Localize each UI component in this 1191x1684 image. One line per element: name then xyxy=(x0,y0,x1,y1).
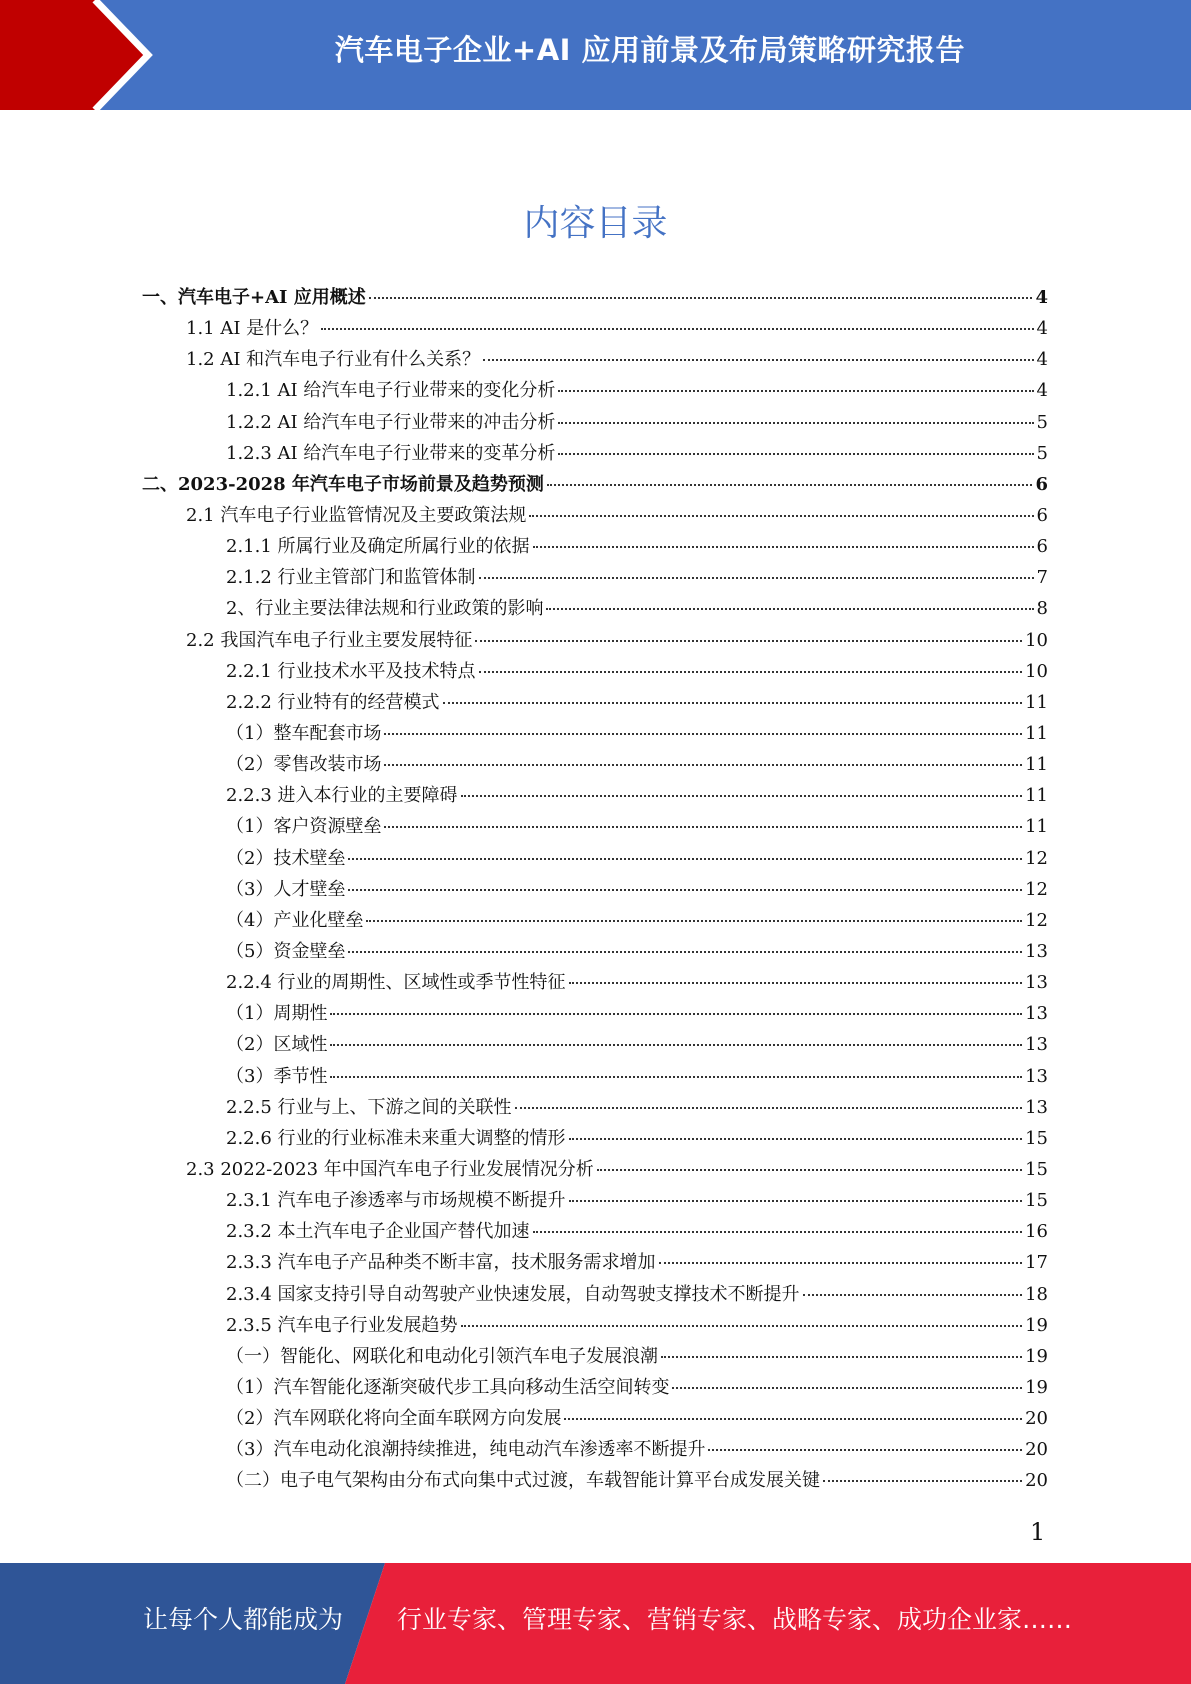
toc-entry-page: 4 xyxy=(1036,380,1048,402)
toc-entry-title: 2.3.2 本土汽车电子企业国产替代加速 xyxy=(226,1221,530,1243)
toc-entry-page: 5 xyxy=(1036,411,1048,433)
toc-entry[interactable] xyxy=(142,1093,1048,1124)
toc-entry-title: （一）智能化、网联化和电动化引领汽车电子发展浪潮 xyxy=(226,1345,658,1367)
toc-entry-page: 13 xyxy=(1025,1003,1048,1025)
toc-entry-title: 二、2023-2028 年汽车电子市场前景及趋势预测 xyxy=(142,473,544,495)
toc-dot-leader xyxy=(330,1044,1022,1046)
toc-entry[interactable] xyxy=(142,1155,1048,1186)
toc-dot-leader xyxy=(569,1138,1023,1140)
toc-dot-leader xyxy=(475,640,1022,642)
toc-entry-title: 1.2 AI 和汽车电子行业有什么关系？ xyxy=(186,349,481,371)
toc-entry-page: 13 xyxy=(1025,1065,1048,1087)
toc-entry-title: 一、汽车电子+AI 应用概述 xyxy=(142,287,366,308)
toc-entry[interactable] xyxy=(142,626,1048,657)
toc-entry[interactable] xyxy=(142,1404,1048,1435)
toc-dot-leader xyxy=(330,1076,1022,1078)
toc-entry-page: 19 xyxy=(1025,1314,1048,1336)
toc-entry[interactable] xyxy=(142,968,1048,999)
toc-entry-page: 6 xyxy=(1035,473,1048,495)
toc-dot-leader xyxy=(823,1480,1022,1482)
toc-entry[interactable] xyxy=(142,937,1048,968)
toc-entry-page: 18 xyxy=(1025,1283,1048,1305)
table-of-contents xyxy=(142,283,1048,1497)
toc-entry-page: 15 xyxy=(1025,1190,1048,1212)
toc-entry[interactable] xyxy=(142,532,1048,563)
toc-entry-title: 2.2.4 行业的周期性、区域性或季节性特征 xyxy=(226,972,566,994)
toc-entry-page: 13 xyxy=(1025,1096,1048,1118)
toc-dot-leader xyxy=(443,702,1023,704)
toc-dot-leader xyxy=(558,422,1033,424)
toc-entry[interactable] xyxy=(142,875,1048,906)
toc-entry-title: 2.3.1 汽车电子渗透率与市场规模不断提升 xyxy=(226,1190,566,1212)
toc-dot-leader xyxy=(558,453,1033,455)
toc-entry-page: 17 xyxy=(1025,1252,1048,1274)
report-footer-band xyxy=(0,1563,1191,1684)
toc-entry-title: 2.2.3 进入本行业的主要障碍 xyxy=(226,785,458,807)
toc-entry-title: （3）汽车电动化浪潮持续推进，纯电动汽车渗透率不断提升 xyxy=(226,1439,706,1461)
toc-entry-title: 2.2.5 行业与上、下游之间的关联性 xyxy=(226,1096,512,1118)
toc-entry-title: （2）技术壁垒 xyxy=(226,847,346,869)
toc-entry[interactable] xyxy=(142,1062,1048,1093)
toc-entry-title: 1.2.1 AI 给汽车电子行业带来的变化分析 xyxy=(226,380,556,402)
toc-dot-leader xyxy=(533,1231,1023,1233)
page-number: 1 xyxy=(1030,1518,1046,1546)
toc-dot-leader xyxy=(564,1418,1022,1420)
toc-entry-page: 13 xyxy=(1025,940,1048,962)
toc-entry[interactable] xyxy=(142,657,1048,688)
toc-dot-leader xyxy=(803,1294,1023,1296)
toc-entry-title: （2）零售改装市场 xyxy=(226,754,382,776)
toc-entry-page: 12 xyxy=(1025,847,1048,869)
toc-entry-page: 20 xyxy=(1025,1439,1048,1461)
toc-dot-leader xyxy=(515,1107,1023,1109)
toc-entry-title: （1）周期性 xyxy=(226,1003,328,1025)
toc-entry[interactable] xyxy=(142,1186,1048,1217)
toc-entry[interactable] xyxy=(142,781,1048,812)
toc-entry-page: 11 xyxy=(1025,754,1048,776)
toc-entry-page: 11 xyxy=(1025,785,1048,807)
toc-entry-title: 2.2.1 行业技术水平及技术特点 xyxy=(226,660,476,682)
toc-entry[interactable] xyxy=(142,1342,1048,1373)
toc-dot-leader xyxy=(461,795,1023,797)
toc-entry[interactable] xyxy=(142,1311,1048,1342)
toc-entry-title: 2.2.2 行业特有的经营模式 xyxy=(226,691,440,713)
toc-entry-page: 19 xyxy=(1025,1376,1048,1398)
toc-dot-leader xyxy=(533,546,1034,548)
toc-entry-title: 1.1 AI 是什么？ xyxy=(186,318,319,340)
report-header-band xyxy=(0,0,1191,110)
toc-dot-leader xyxy=(546,608,1033,610)
toc-entry-page: 12 xyxy=(1025,878,1048,900)
toc-entry[interactable] xyxy=(142,812,1048,843)
toc-entry-title: （3）季节性 xyxy=(226,1065,328,1087)
toc-entry[interactable] xyxy=(142,1466,1048,1497)
toc-entry-page: 4 xyxy=(1036,318,1048,340)
toc-entry-title: 2.3.3 汽车电子产品种类不断丰富，技术服务需求增加 xyxy=(226,1252,656,1274)
toc-entry-page: 15 xyxy=(1025,1127,1048,1149)
toc-entry-page: 11 xyxy=(1025,816,1048,838)
toc-dot-leader xyxy=(384,764,1022,766)
toc-dot-leader xyxy=(659,1262,1023,1264)
toc-entry-title: 2.2.6 行业的行业标准未来重大调整的情形 xyxy=(226,1127,566,1149)
toc-entry-page: 10 xyxy=(1025,629,1048,651)
toc-dot-leader xyxy=(483,359,1033,361)
toc-entry-title: 2.1.1 所属行业及确定所属行业的依据 xyxy=(226,536,530,558)
toc-entry-title: （5）资金壁垒 xyxy=(226,940,346,962)
toc-entry[interactable] xyxy=(142,1280,1048,1311)
toc-entry[interactable] xyxy=(142,408,1048,439)
toc-entry-title: 2.2 我国汽车电子行业主要发展特征 xyxy=(186,629,473,651)
toc-entry[interactable] xyxy=(142,439,1048,470)
toc-entry[interactable] xyxy=(142,688,1048,719)
toc-entry-page: 20 xyxy=(1025,1470,1048,1492)
toc-dot-leader xyxy=(321,328,1033,330)
toc-dot-leader xyxy=(597,1169,1022,1171)
toc-entry-title: （1）整车配套市场 xyxy=(226,722,382,744)
toc-entry-page: 19 xyxy=(1025,1345,1048,1367)
toc-entry-title: （二）电子电气架构由分布式向集中式过渡，车载智能计算平台成发展关键 xyxy=(226,1470,820,1492)
toc-entry[interactable] xyxy=(142,314,1048,345)
toc-entry-page: 12 xyxy=(1025,909,1048,931)
toc-entry[interactable] xyxy=(142,750,1048,781)
toc-entry-page: 8 xyxy=(1036,598,1048,620)
toc-dot-leader xyxy=(348,858,1022,860)
toc-entry[interactable] xyxy=(142,1248,1048,1279)
toc-entry[interactable] xyxy=(142,376,1048,407)
toc-dot-leader xyxy=(708,1449,1022,1451)
toc-entry-page: 4 xyxy=(1036,349,1048,371)
toc-entry-page: 11 xyxy=(1025,691,1048,713)
toc-entry-page: 6 xyxy=(1036,504,1048,526)
toc-entry-title: 2.1 汽车电子行业监管情况及主要政策法规 xyxy=(186,504,527,526)
toc-entry-title: 2、行业主要法律法规和行业政策的影响 xyxy=(226,598,544,620)
footer-slogan-left: 让每个人都能成为 xyxy=(143,1605,344,1634)
toc-entry-title: 2.1.2 行业主管部门和监管体制 xyxy=(226,567,476,589)
toc-entry[interactable] xyxy=(142,844,1048,875)
toc-dot-leader xyxy=(479,577,1034,579)
toc-entry-title: （1）汽车智能化逐渐突破代步工具向移动生活空间转变 xyxy=(226,1376,670,1398)
toc-entry[interactable] xyxy=(142,563,1048,594)
toc-entry-page: 11 xyxy=(1025,722,1048,744)
toc-entry[interactable] xyxy=(142,594,1048,625)
toc-entry-page: 16 xyxy=(1025,1221,1048,1243)
toc-entry-title: （2）区域性 xyxy=(226,1034,328,1056)
toc-dot-leader xyxy=(330,1013,1022,1015)
toc-entry-title: （4）产业化壁垒 xyxy=(226,909,364,931)
toc-entry[interactable] xyxy=(142,1217,1048,1248)
toc-entry-title: （3）人才壁垒 xyxy=(226,878,346,900)
toc-entry-page: 7 xyxy=(1036,567,1048,589)
toc-dot-leader xyxy=(384,826,1022,828)
toc-entry-title: 2.3.5 汽车电子行业发展趋势 xyxy=(226,1314,458,1336)
toc-entry[interactable] xyxy=(142,470,1048,501)
toc-dot-leader xyxy=(569,982,1023,984)
toc-entry-page: 15 xyxy=(1025,1158,1048,1180)
toc-entry-title: （1）客户资源壁垒 xyxy=(226,816,382,838)
toc-entry-page: 10 xyxy=(1025,660,1048,682)
toc-entry[interactable] xyxy=(142,906,1048,937)
toc-dot-leader xyxy=(369,297,1033,299)
toc-entry[interactable] xyxy=(142,1124,1048,1155)
toc-entry-page: 13 xyxy=(1025,1034,1048,1056)
toc-dot-leader xyxy=(461,1325,1023,1327)
toc-entry-page: 13 xyxy=(1025,972,1048,994)
toc-entry-title: 2.3 2022-2023 年中国汽车电子行业发展情况分析 xyxy=(186,1158,594,1180)
toc-entry[interactable] xyxy=(142,501,1048,532)
toc-entry-title: （2）汽车网联化将向全面车联网方向发展 xyxy=(226,1408,562,1430)
toc-entry[interactable] xyxy=(142,1435,1048,1466)
toc-entry-page: 4 xyxy=(1035,287,1048,308)
toc-entry[interactable] xyxy=(142,999,1048,1030)
toc-entry[interactable] xyxy=(142,1373,1048,1404)
toc-entry-page: 6 xyxy=(1036,536,1048,558)
footer-slogan-right: 行业专家、管理专家、营销专家、战略专家、成功企业家…… xyxy=(397,1605,1073,1634)
toc-dot-leader xyxy=(569,1200,1023,1202)
toc-dot-leader xyxy=(558,390,1033,392)
toc-entry-title: 2.3.4 国家支持引导自动驾驶产业快速发展，自动驾驶支撑技术不断提升 xyxy=(226,1283,800,1305)
toc-dot-leader xyxy=(366,920,1022,922)
toc-entry[interactable] xyxy=(142,283,1048,314)
toc-entry[interactable] xyxy=(142,1030,1048,1061)
toc-dot-leader xyxy=(384,733,1022,735)
toc-entry[interactable] xyxy=(142,345,1048,376)
toc-entry-title: 1.2.3 AI 给汽车电子行业带来的变革分析 xyxy=(226,442,556,464)
toc-dot-leader xyxy=(479,671,1023,673)
toc-dot-leader xyxy=(661,1356,1022,1358)
toc-entry[interactable] xyxy=(142,719,1048,750)
toc-dot-leader xyxy=(348,951,1022,953)
toc-dot-leader xyxy=(529,515,1033,517)
report-title: 汽车电子企业+AI 应用前景及布局策略研究报告 xyxy=(334,33,966,67)
toc-entry-title: 1.2.2 AI 给汽车电子行业带来的冲击分析 xyxy=(226,411,556,433)
toc-dot-leader xyxy=(348,889,1022,891)
toc-entry-page: 20 xyxy=(1025,1408,1048,1430)
toc-dot-leader xyxy=(672,1387,1022,1389)
toc-dot-leader xyxy=(547,484,1033,486)
toc-title: 内容目录 xyxy=(523,203,668,244)
toc-entry-page: 5 xyxy=(1036,442,1048,464)
